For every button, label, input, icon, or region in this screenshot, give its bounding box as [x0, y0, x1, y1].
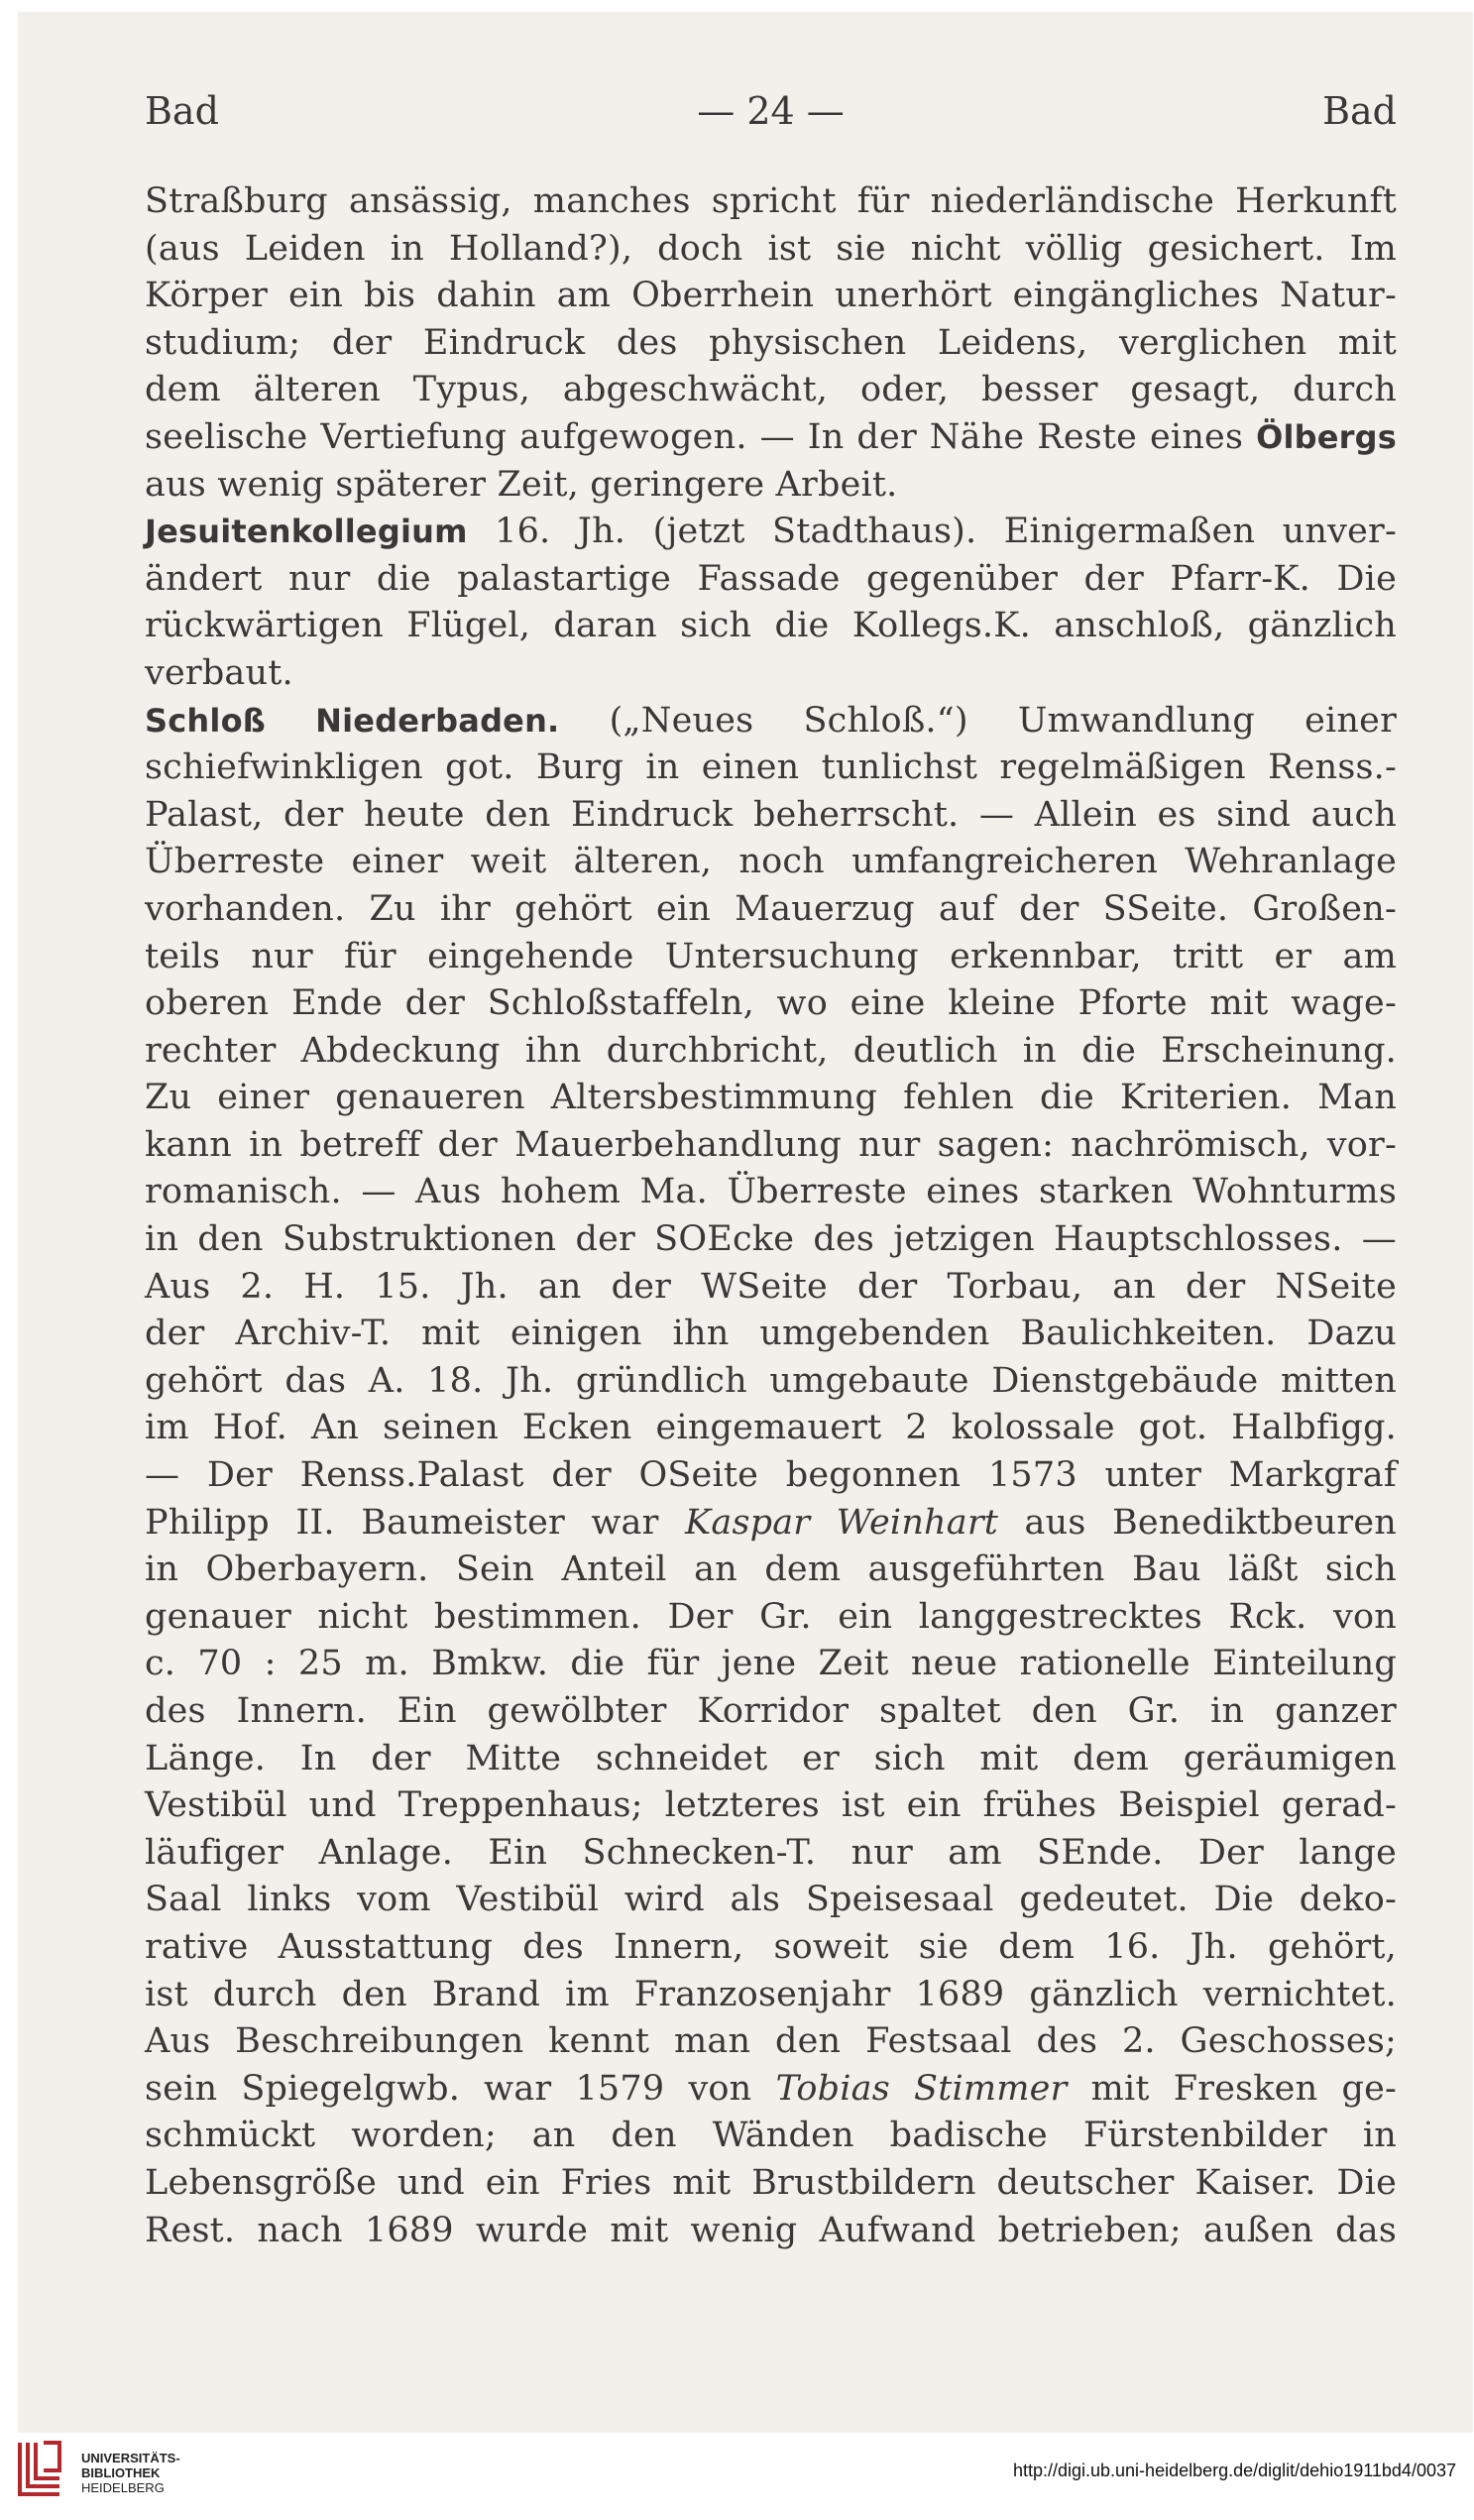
text-segment: rative Ausstattung des Innern, soweit sie dem 16. Jh. gehört,: [145, 1926, 1397, 1967]
text-line: [145, 745, 1397, 792]
text-segment: aus wenig späterer Zeit, geringere Arbeit.: [145, 464, 898, 505]
text-line: [145, 1830, 1397, 1878]
text-line: [145, 462, 1397, 510]
text-segment: Aus Beschreibungen kennt man den Festsaal des 2. Geschosses;: [145, 2021, 1397, 2062]
text-segment: Palast, der heute den Eindruck beherrscht. — Allein es sind auch: [145, 794, 1397, 835]
bold-term: Ölbergs: [1256, 417, 1397, 456]
text-segment: Überreste einer weit älteren, noch umfangreicheren Wehranlage: [145, 842, 1397, 882]
text-line: [145, 650, 1397, 698]
text-segment: rechter Abdeckung ihn durchbricht, deutlich in die Erscheinung.: [145, 1030, 1397, 1071]
scanned-page: [18, 12, 1473, 2433]
text-segment: der Archiv-T. mit einigen ihn umgebenden Baulichkeiten. Dazu: [145, 1314, 1397, 1354]
text-segment: ist durch den Brand im Franzosenjahr 1689 gänzlich vernichtet.: [145, 1974, 1397, 2014]
text-segment: Rest. nach 1689 wurde mit wenig Aufwand betrieben; außen das: [145, 2210, 1397, 2250]
text-line: [145, 1264, 1397, 1312]
text-segment: Länge. In der Mitte schneidet er sich mit dem geräumigen: [145, 1738, 1397, 1778]
text-line: [145, 273, 1397, 320]
text-segment: mit Fresken ge-: [1067, 2068, 1398, 2109]
text-segment: 16. Jh. (jetzt Stadthaus). Einigermaßen unver-: [467, 512, 1397, 552]
text-line: [145, 2113, 1397, 2160]
text-segment: Körper ein bis dahin am Oberrhein unerhört eingängliches Natur-: [145, 276, 1397, 316]
text-segment: — Der Renss.Palast der OSeite begonnen 1573 unter Markgraf: [145, 1455, 1397, 1496]
text-segment: schmückt worden; an den Wänden badische Fürstenbilder in: [145, 2116, 1397, 2156]
text-line: [145, 2160, 1397, 2208]
text-segment: verbaut.: [145, 652, 293, 693]
footer-bar: [0, 2433, 1474, 2520]
text-segment: aus Benediktbeuren: [998, 1502, 1397, 1543]
text-segment: ändert nur die palastartige Fassade gegenüber der Pfarr-K. Die: [145, 558, 1397, 599]
text-segment: Philipp II. Baumeister war: [145, 1502, 686, 1543]
text-line: [145, 1028, 1397, 1076]
text-line: [145, 2066, 1397, 2114]
text-line: [145, 1877, 1397, 1924]
text-line: [145, 698, 1397, 745]
text-segment: kann in betreff der Mauerbehandlung nur sagen: nachrömisch, vor-: [145, 1124, 1397, 1165]
text-segment: („Neues Schloß.“) Umwandlung einer: [559, 700, 1397, 741]
library-name-line2: BIBLIOTHEK: [81, 2465, 161, 2480]
text-line: [145, 1358, 1397, 1406]
text-line: [145, 1736, 1397, 1783]
text-line: [145, 509, 1397, 556]
text-line: [145, 1924, 1397, 1972]
text-segment: (aus Leiden in Holland?), doch ist sie nicht völlig gesichert. Im: [145, 228, 1397, 269]
text-line: [145, 839, 1397, 886]
text-line: [145, 226, 1397, 274]
text-segment: oberen Ende der Schloßstaffeln, wo eine kleine Pforte mit wage-: [145, 983, 1397, 1024]
header-right: Bad: [1322, 89, 1397, 133]
library-logo-icon: [14, 2439, 65, 2498]
text-segment: gehört das A. 18. Jh. gründlich umgebaute Dienstgebäude mitten: [145, 1360, 1397, 1401]
text-line: [145, 320, 1397, 368]
text-line: [145, 1452, 1397, 1500]
text-line: [145, 178, 1397, 226]
text-line: [145, 1405, 1397, 1452]
text-line: [145, 980, 1397, 1028]
text-line: [145, 367, 1397, 414]
page-number: — 24 —: [697, 89, 845, 133]
header-left: Bad: [145, 89, 219, 133]
text-segment: seelische Vertiefung aufgewogen. — In der Nähe Reste eines: [145, 416, 1257, 457]
italic-name: Kaspar Weinhart: [685, 1502, 999, 1543]
text-line: [145, 2018, 1397, 2066]
library-name: [81, 2451, 180, 2495]
text-segment: Lebensgröße und ein Fries mit Brustbildern deutscher Kaiser. Die: [145, 2162, 1397, 2203]
text-line: [145, 792, 1397, 840]
bold-term: Jesuitenkollegium: [145, 513, 468, 551]
text-line: [145, 1311, 1397, 1358]
text-segment: Saal links vom Vestibül wird als Speisesaal gedeutet. Die deko-: [145, 1880, 1397, 1920]
italic-name: Tobias Stimmer: [775, 2068, 1068, 2109]
text-segment: Aus 2. H. 15. Jh. an der WSeite der Torbau, an der NSeite: [145, 1266, 1397, 1307]
text-segment: rückwärtigen Flügel, daran sich die Kollegs.K. anschloß, gänzlich: [145, 606, 1397, 646]
library-name-line1: UNIVERSITÄTS-: [81, 2451, 180, 2465]
text-segment: studium; der Eindruck des physischen Leidens, verglichen mit: [145, 322, 1397, 363]
text-segment: dem älteren Typus, abgeschwächt, oder, besser gesagt, durch: [145, 370, 1397, 410]
bold-term: Schloß Niederbaden.: [145, 701, 560, 740]
text-segment: vorhanden. Zu ihr gehört ein Mauerzug auf der SSeite. Großen-: [145, 888, 1397, 929]
text-line: [145, 1594, 1397, 1642]
text-segment: Vestibül und Treppenhaus; letzteres ist ein frühes Beispiel gerad-: [145, 1785, 1397, 1826]
text-segment: romanisch. — Aus hohem Ma. Überreste eines starken Wohnturms: [145, 1172, 1397, 1212]
text-segment: Zu einer genaueren Altersbestimmung fehlen die Kriterien. Man: [145, 1078, 1397, 1118]
text-segment: läufiger Anlage. Ein Schnecken-T. nur am SEnde. Der lange: [145, 1832, 1397, 1873]
text-line: [145, 886, 1397, 934]
text-line: [145, 1641, 1397, 1688]
text-line: [145, 1972, 1397, 2019]
text-segment: c. 70 : 25 m. Bmkw. die für jene Zeit neue rationelle Einteilung: [145, 1644, 1397, 1684]
text-line: [145, 603, 1397, 650]
text-line: [145, 2208, 1397, 2255]
text-line: [145, 1688, 1397, 1736]
text-segment: in Oberbayern. Sein Anteil an dem ausgeführten Bau läßt sich: [145, 1549, 1397, 1590]
text-segment: genauer nicht bestimmen. Der Gr. ein langgestrecktes Rck. von: [145, 1596, 1397, 1637]
text-line: [145, 1075, 1397, 1122]
text-line: [145, 1122, 1397, 1170]
text-line: [145, 1169, 1397, 1216]
text-line: [145, 1546, 1397, 1594]
text-segment: sein Spiegelgwb. war 1579 von: [145, 2068, 776, 2109]
text-segment: schiefwinkligen got. Burg in einen tunlichst regelmäßigen Renss.-: [145, 747, 1397, 788]
text-line: [145, 556, 1397, 604]
text-line: [145, 1782, 1397, 1830]
text-line: [145, 934, 1397, 981]
text-segment: teils nur für eingehende Untersuchung erkennbar, tritt er am: [145, 936, 1397, 976]
text-segment: in den Substruktionen der SOEcke des jetzigen Hauptschlosses. —: [145, 1219, 1397, 1260]
source-url[interactable]: http://digi.ub.uni-heidelberg.de/diglit/dehio1911bd4/0037: [1012, 2461, 1456, 2480]
text-segment: des Innern. Ein gewölbter Korridor spaltet den Gr. in ganzer: [145, 1691, 1397, 1731]
text-line: [145, 414, 1397, 462]
library-name-line3: HEIDELBERG: [81, 2480, 165, 2495]
text-line: [145, 1500, 1397, 1547]
running-header: [145, 81, 1397, 141]
text-line: [145, 1216, 1397, 1264]
body-text: [145, 178, 1397, 2254]
text-segment: Straßburg ansässig, manches spricht für niederländische Herkunft: [145, 181, 1397, 221]
text-segment: im Hof. An seinen Ecken eingemauert 2 kolossale got. Halbfigg.: [145, 1408, 1397, 1448]
